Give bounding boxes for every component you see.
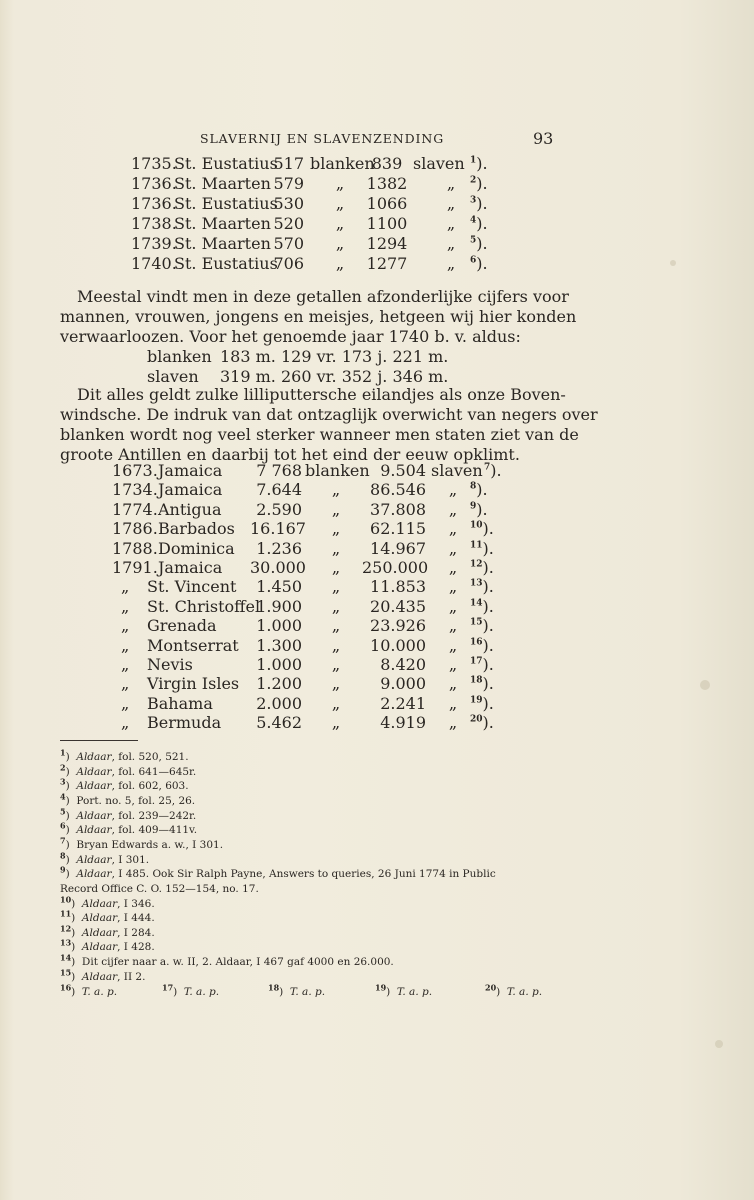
footnote-ref: 5 [470, 235, 477, 246]
footnote-ref: 6 [470, 255, 477, 266]
footnote: $^6$) Aldaar, fol. 409—411v. [60, 820, 198, 837]
footnote: $^3$) Aldaar, fol. 602, 603. [60, 776, 189, 793]
t1-note: $^3$). [470, 194, 488, 213]
t1-note: $^1$). [470, 154, 488, 173]
text-line: blanken wordt nog veel sterker wanneer men staten ziet van de [60, 425, 579, 444]
t2-note: $^{11}$). [470, 538, 494, 558]
t1-place: St. Eustatius [174, 194, 278, 213]
t2-whites-label: „ [331, 596, 341, 616]
t2-slaves-label: „ [448, 674, 458, 694]
t2-place: Jamaica [158, 558, 223, 577]
footnote: $^7$) Bryan Edwards a. w., I 301. [60, 835, 224, 851]
t2-slaves: 4.919 [380, 713, 426, 733]
footnote-aldaar: Aldaar [81, 912, 118, 925]
t1-whites-label: blanken [310, 154, 375, 173]
t2-slaves: 23.926 [370, 616, 426, 636]
t2-whites-label: „ [331, 480, 341, 500]
footnote-number: 16 [60, 982, 72, 993]
t1-place: St. Eustatius [174, 254, 278, 273]
footnote-text: Dit cijfer naar a. w. II, 2. Aldaar, I 467 gaf 4000 en 26.000. [81, 956, 394, 969]
t2-note: $^{18}$). [470, 674, 494, 694]
footnote: $^{11}$) Aldaar, I 444. [60, 908, 155, 925]
t2-note: $^{19}$). [470, 693, 494, 713]
page-number: 93 [533, 129, 554, 148]
breakdown-values: 319 m. 260 vr. 352 j. 346 m. [220, 367, 449, 386]
text-line: verwaarloozen. Voor het genoemde jaar 1740 b. v. aldus: [60, 327, 521, 346]
footnote-aldaar: Aldaar [76, 780, 112, 793]
t2-slaves-label: „ [448, 596, 458, 616]
t2-ditto: „ [121, 674, 130, 694]
t1-year: 1738. [131, 214, 177, 233]
t2-note: $^{16}$). [470, 635, 494, 655]
footnote: $^{15}$) Aldaar, II 2. [60, 967, 146, 983]
t1-year: 1739. [131, 234, 177, 253]
footnote-tap: $^{17}$) T. a. p. [162, 982, 220, 998]
t2-place: Nevis [147, 655, 193, 674]
footnote-text: , fol. 641—645r. [111, 765, 197, 778]
t2-whites-label: „ [331, 713, 341, 733]
t1-slaves: 1382 [366, 174, 408, 193]
t2-slaves: 10.000 [370, 635, 426, 655]
t2-whites-label: „ [331, 499, 341, 519]
text-line: Meestal vindt men in deze getallen afzonderlijke cijfers voor [77, 287, 569, 306]
footnote-aldaar: Aldaar [81, 897, 118, 910]
breakdown-label: slaven [147, 367, 199, 386]
t2-slaves-label: slaven [431, 461, 483, 480]
t2-note: $^{17}$). [470, 655, 494, 674]
footnote-tap: $^{19}$) T. a. p. [375, 982, 433, 998]
t2-slaves-label: „ [448, 713, 458, 733]
footnote-tap-text: T. a. p. [81, 986, 118, 998]
t2-whites: 1.450 [256, 577, 302, 597]
t2-whites: 30.000 [250, 558, 306, 577]
t2-slaves-label: „ [448, 693, 458, 713]
footnote-ref: 20 [470, 714, 483, 725]
t2-slaves: 9.504 [380, 461, 426, 480]
t2-year: 1786. [112, 519, 158, 539]
t2-ditto: „ [121, 655, 130, 674]
footnote-ref: 10 [470, 520, 483, 531]
t1-slaves: 1066 [366, 194, 408, 213]
footnote-text: , fol. 409—411v. [111, 824, 198, 837]
footnote-tap-text: T. a. p. [396, 986, 433, 998]
t2-whites-label: „ [331, 655, 341, 674]
t2-year: 1734. [112, 480, 158, 500]
footnote-text: , fol. 239—242r. [111, 809, 197, 822]
footnote-text: , I 284. [117, 926, 155, 939]
t2-place: Virgin Isles [147, 674, 240, 694]
t2-whites-label: „ [331, 538, 341, 558]
t2-slaves: 2.241 [380, 693, 426, 713]
footnote-text: Port. no. 5, fol. 25, 26. [76, 794, 196, 807]
t2-whites: 16.167 [250, 519, 306, 539]
t2-slaves: 37.808 [370, 499, 426, 519]
footnote: $^{14}$) Dit cijfer naar a. w. II, 2. Aldaar, I 467 gaf 4000 en 26.000. [60, 952, 394, 969]
paper-spot [700, 680, 710, 690]
footnote-aldaar: Aldaar [76, 868, 112, 881]
t2-slaves: 9.000 [380, 674, 426, 694]
t2-slaves-label: „ [448, 480, 458, 500]
t2-slaves-label: „ [448, 655, 458, 674]
footnote-aldaar: Aldaar [76, 751, 112, 763]
t2-whites: 1.200 [256, 674, 302, 694]
t2-slaves: 8.420 [380, 655, 426, 674]
t2-note: $^{15}$). [470, 616, 494, 636]
paper-spot [715, 1040, 723, 1048]
footnote-ref: 14 [470, 598, 483, 609]
footnote-tap-text: T. a. p. [506, 986, 543, 998]
footnote-number: 13 [60, 937, 72, 948]
t1-place: St. Maarten [174, 214, 271, 233]
footnote-text: , I 428. [117, 941, 155, 954]
t2-place: Dominica [158, 538, 235, 558]
t2-note: $^{12}$). [470, 558, 494, 577]
t1-whites: 530 [273, 194, 304, 213]
footnote-aldaar: Aldaar [81, 926, 118, 939]
text-line: mannen, vrouwen, jongens en meisjes, hetgeen wij hier konden [60, 307, 577, 326]
t1-note: $^2$). [470, 174, 488, 193]
footnote-ref: 12 [470, 559, 483, 570]
t2-note: $^{10}$). [470, 519, 494, 539]
t2-whites: 2.000 [256, 693, 302, 713]
footnote-number: 19 [375, 982, 387, 993]
text-line: windsche. De indruk van dat ontzaglijk overwicht van negers over [60, 405, 598, 424]
footnote-number: 15 [60, 967, 72, 978]
footnote-aldaar: Aldaar [76, 824, 112, 837]
t1-year: 1736. [131, 194, 177, 213]
running-title: SLAVERNIJ EN SLAVENZENDING [200, 131, 445, 146]
footnote-aldaar: Aldaar [81, 970, 118, 983]
t2-place: Barbados [158, 519, 235, 539]
t2-slaves-label: „ [448, 538, 458, 558]
t1-slaves: 839 [371, 154, 403, 173]
footnote-number: 18 [268, 982, 280, 993]
t2-place: Montserrat [147, 635, 239, 655]
footnote-number: 6 [60, 820, 66, 831]
footnote: $^1$) Aldaar, fol. 520, 521. [60, 747, 189, 763]
footnote-ref: 11 [470, 540, 483, 551]
t1-whites: 579 [273, 174, 304, 193]
footnote-text: Record Office C. O. 152—154, no. 17. [60, 882, 259, 895]
t2-place: Grenada [147, 616, 217, 636]
t1-whites: 520 [273, 214, 304, 233]
t2-slaves-label: „ [448, 635, 458, 655]
t2-slaves: 62.115 [370, 519, 426, 539]
t2-whites: 7 768 [256, 461, 302, 480]
t2-place: Bahama [147, 693, 213, 713]
t2-note: $^9$). [470, 499, 488, 519]
footnote-number: 11 [60, 908, 72, 919]
t2-whites: 1.000 [256, 655, 302, 674]
footnote-ref: 17 [470, 656, 483, 667]
t2-place: Bermuda [147, 713, 222, 733]
footnote-ref: 1 [470, 155, 477, 166]
t1-slaves-label: slaven [413, 154, 465, 173]
t2-whites-label: blanken [305, 461, 370, 480]
t2-note: $^{20}$). [470, 713, 494, 733]
t1-place: St. Maarten [174, 234, 271, 253]
footnote-ref: 8 [470, 482, 477, 493]
footnote-number: 3 [60, 776, 66, 787]
t2-place: St. Vincent [147, 577, 237, 597]
t1-slaves-label: „ [446, 254, 456, 273]
t2-whites: 2.590 [256, 499, 302, 519]
t1-slaves-label: „ [446, 194, 456, 213]
footnote-number: 10 [60, 894, 72, 904]
t2-whites: 5.462 [256, 713, 302, 733]
footnote-tap: $^{20}$) T. a. p. [485, 982, 543, 998]
t1-year: 1736. [131, 174, 177, 193]
paper-spot [670, 260, 676, 266]
footnote: $^5$) Aldaar, fol. 239—242r. [60, 806, 197, 822]
t2-whites-label: „ [331, 635, 341, 655]
footnote-ref: 15 [470, 617, 483, 628]
t2-whites-label: „ [331, 674, 341, 694]
t2-ditto: „ [121, 577, 130, 597]
t1-note: $^5$). [470, 234, 488, 253]
t2-slaves: 20.435 [370, 596, 426, 616]
t1-slaves: 1100 [366, 214, 408, 233]
footnote-ref: 16 [470, 637, 483, 648]
footnote-number: 2 [60, 762, 66, 773]
t1-whites: 706 [273, 254, 304, 273]
t1-slaves: 1294 [366, 234, 408, 253]
footnote: $^9$) Aldaar, I 485. Ook Sir Ralph Payne, Answers to queries, 26 Juni 1774 in Public [60, 864, 496, 881]
footnote-ref: 9 [470, 501, 477, 512]
breakdown-values: 183 m. 129 vr. 173 j. 221 m. [220, 347, 449, 366]
footnote-ref: 4 [470, 215, 477, 226]
t2-place: Jamaica [158, 480, 223, 500]
t1-slaves: 1277 [366, 254, 408, 273]
footnote-text: , II 2. [117, 970, 146, 983]
footnote-text: , I 346. [117, 897, 155, 910]
t1-whites: 517 [273, 154, 304, 173]
footnote-text: , I 485. Ook Sir Ralph Payne, Answers to queries, 26 Juni 1774 in Public [111, 868, 496, 881]
footnote-number: 14 [60, 952, 72, 963]
t2-ditto: „ [121, 596, 130, 616]
footnote-tap: $^{16}$) T. a. p. [60, 982, 118, 998]
footnote: $^2$) Aldaar, fol. 641—645r. [60, 762, 197, 778]
breakdown-label: blanken [147, 347, 212, 366]
footnote-rule [60, 740, 138, 741]
t2-note: $^7$). [484, 461, 502, 480]
footnote-tap-text: T. a. p. [183, 986, 220, 998]
t1-slaves-label: „ [446, 234, 456, 253]
t2-whites: 1.900 [256, 596, 302, 616]
footnote-ref: 7 [484, 462, 491, 473]
footnote-ref: 13 [470, 579, 483, 590]
t1-note: $^6$). [470, 254, 488, 273]
t1-whites-label: „ [335, 194, 345, 213]
t2-note: $^{14}$). [470, 596, 494, 616]
footnote-ref: 3 [470, 195, 477, 206]
t2-slaves: 86.546 [370, 480, 426, 500]
footnote [60, 882, 259, 896]
t2-whites-label: „ [331, 616, 341, 636]
footnote-number: 17 [162, 982, 174, 993]
t1-whites-label: „ [335, 174, 345, 193]
footnote: $^8$) Aldaar, I 301. [60, 850, 150, 866]
footnote-text: , I 444. [117, 912, 155, 925]
t2-whites: 7.644 [256, 480, 302, 500]
footnote-text: Bryan Edwards a. w., I 301. [76, 838, 224, 851]
t2-place: St. Christoffel [147, 596, 261, 616]
t1-whites-label: „ [335, 254, 345, 273]
t1-slaves-label: „ [446, 174, 456, 193]
t1-whites-label: „ [335, 234, 345, 253]
t2-slaves: 11.853 [370, 577, 426, 597]
t2-slaves-label: „ [448, 616, 458, 636]
footnote-number: 8 [60, 850, 66, 861]
text-line: Dit alles geldt zulke lilliputtersche eilandjes als onze Boven- [77, 385, 566, 404]
footnote: $^{13}$) Aldaar, I 428. [60, 937, 155, 954]
footnote-ref: 18 [470, 676, 483, 687]
footnote-text: , fol. 520, 521. [111, 751, 189, 763]
footnote-tap: $^{18}$) T. a. p. [268, 982, 326, 998]
t2-year: 1788. [112, 538, 158, 558]
t2-year: 1774. [112, 499, 158, 519]
t2-place: Jamaica [158, 461, 223, 480]
t1-year: 1735. [131, 154, 177, 173]
t1-place: St. Maarten [174, 174, 271, 193]
footnote-text: , I 301. [111, 853, 150, 866]
footnote-number: 4 [60, 791, 66, 802]
footnote-number: 7 [60, 835, 66, 846]
footnote-aldaar: Aldaar [76, 853, 112, 866]
footnote-text: , fol. 602, 603. [111, 780, 189, 793]
t2-whites: 1.000 [256, 616, 302, 636]
t1-note: $^4$). [470, 214, 488, 233]
t2-ditto: „ [121, 616, 130, 636]
t2-note: $^{13}$). [470, 577, 494, 597]
t2-ditto: „ [121, 713, 130, 733]
footnote-ref: 19 [470, 695, 483, 706]
t2-slaves: 14.967 [370, 538, 426, 558]
footnote-aldaar: Aldaar [76, 765, 112, 778]
t2-whites: 1.236 [256, 538, 302, 558]
footnote-number: 20 [485, 982, 497, 993]
t1-year: 1740. [131, 254, 177, 273]
t2-slaves: 250.000 [362, 558, 429, 577]
t2-slaves-label: „ [448, 519, 458, 539]
footnote-aldaar: Aldaar [81, 941, 118, 954]
footnote: $^{12}$) Aldaar, I 284. [60, 923, 155, 939]
t2-ditto: „ [121, 693, 130, 713]
t2-slaves-label: „ [448, 499, 458, 519]
t2-place: Antigua [158, 499, 222, 519]
t1-whites: 570 [273, 234, 304, 253]
footnote-number: 9 [60, 864, 66, 875]
footnote-ref: 2 [470, 175, 477, 186]
t2-ditto: „ [121, 635, 130, 655]
footnote-aldaar: Aldaar [76, 809, 112, 822]
footnote-number: 5 [60, 806, 66, 817]
t2-whites-label: „ [331, 519, 341, 539]
footnote-tap-text: T. a. p. [289, 986, 326, 998]
footnote-number: 12 [60, 923, 72, 934]
t1-slaves-label: „ [446, 214, 456, 233]
text-line: groote Antillen en daarbij tot het eind der eeuw opklimt. [60, 445, 520, 464]
t2-whites-label: „ [331, 577, 341, 597]
t2-year: 1791. [112, 558, 158, 577]
t2-note: $^8$). [470, 480, 488, 500]
t2-whites-label: „ [331, 558, 341, 577]
footnote: $^4$) Port. no. 5, fol. 25, 26. [60, 791, 196, 807]
t1-whites-label: „ [335, 214, 345, 233]
footnote: $^{10}$) Aldaar, I 346. [60, 894, 155, 910]
t2-slaves-label: „ [448, 577, 458, 597]
t2-whites-label: „ [331, 693, 341, 713]
t1-place: St. Eustatius [174, 154, 278, 173]
t2-whites: 1.300 [256, 635, 302, 655]
t2-year: 1673. [112, 461, 158, 480]
t2-slaves-label: „ [448, 558, 458, 577]
footnote-number: 1 [60, 747, 66, 758]
